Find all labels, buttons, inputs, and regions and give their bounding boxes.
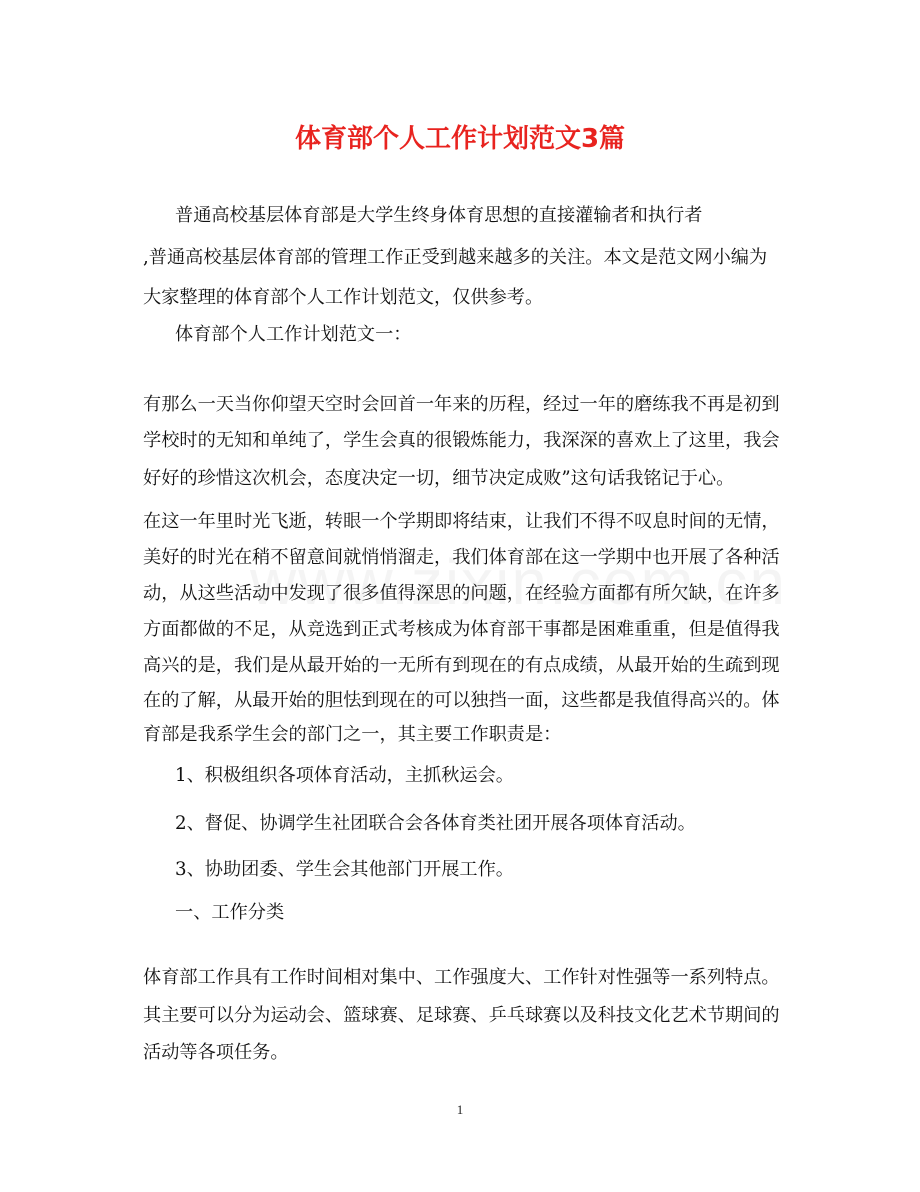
paragraph-line: 活动等各项任务。 (143, 1042, 289, 1063)
section-heading: 一、工作分类 (175, 902, 285, 923)
page-number: 1 (456, 1102, 464, 1117)
paragraph-line: 体育部工作具有工作时间相对集中、工作强度大、工作针对性强等一系列特点。 (143, 967, 780, 988)
document-title: 体育部个人工作计划范文3篇 (294, 124, 626, 154)
paragraph-line: ,普通高校基层体育部的管理工作正受到越来越多的关注。本文是范文网小编为 (143, 247, 768, 268)
paragraph-line: 在这一年里时光飞逝，转眼一个学期即将结束，让我们不得不叹息时间的无情， (143, 511, 780, 532)
list-item: 3、协助团委、学生会其他部门开展工作。 (175, 859, 514, 880)
paragraph-line: 学校时的无知和单纯了，学生会真的很锻炼能力，我深深的喜欢上了这里，我会 (143, 430, 780, 451)
paragraph-line: 方面都做的不足，从竞选到正式考核成为体育部干事都是困难重重，但是值得我 (143, 619, 780, 640)
list-item: 1、积极组织各项体育活动，主抓秋运会。 (175, 765, 514, 786)
list-item: 2、督促、协调学生社团联合会各体育类社团开展各项体育活动。 (175, 813, 696, 834)
paragraph-line: 高兴的是，我们是从最开始的一无所有到现在的有点成绩，从最开始的生疏到现 (143, 655, 780, 676)
paragraph-line: 好好的珍惜这次机会，态度决定一切，细节决定成败”这句话我铭记于心。 (143, 468, 735, 489)
paragraph-line: 美好的时光在稍不留意间就悄悄溜走，我们体育部在这一学期中也开展了各种活 (143, 547, 780, 568)
paragraph-line: 有那么一天当你仰望天空时会回首一年来的历程，经过一年的磨练我不再是初到 (143, 394, 780, 415)
section-heading: 体育部个人工作计划范文一： (175, 324, 412, 345)
paragraph-line: 普通高校基层体育部是大学生终身体育思想的直接灌输者和执行者 (175, 205, 703, 226)
paragraph-line: 育部是我系学生会的部门之一，其主要工作职责是： (143, 724, 562, 745)
paragraph-line: 动，从这些活动中发现了很多值得深思的问题，在经验方面都有所欠缺，在许多 (143, 583, 780, 604)
paragraph-line: 在的了解，从最开始的胆怯到现在的可以独挡一面，这些都是我值得高兴的。体 (143, 690, 780, 711)
paragraph-line: 其主要可以分为运动会、篮球赛、足球赛、乒乓球赛以及科技文化艺术节期间的 (143, 1005, 780, 1026)
paragraph-line: 大家整理的体育部个人工作计划范文，仅供参考。 (143, 287, 544, 308)
